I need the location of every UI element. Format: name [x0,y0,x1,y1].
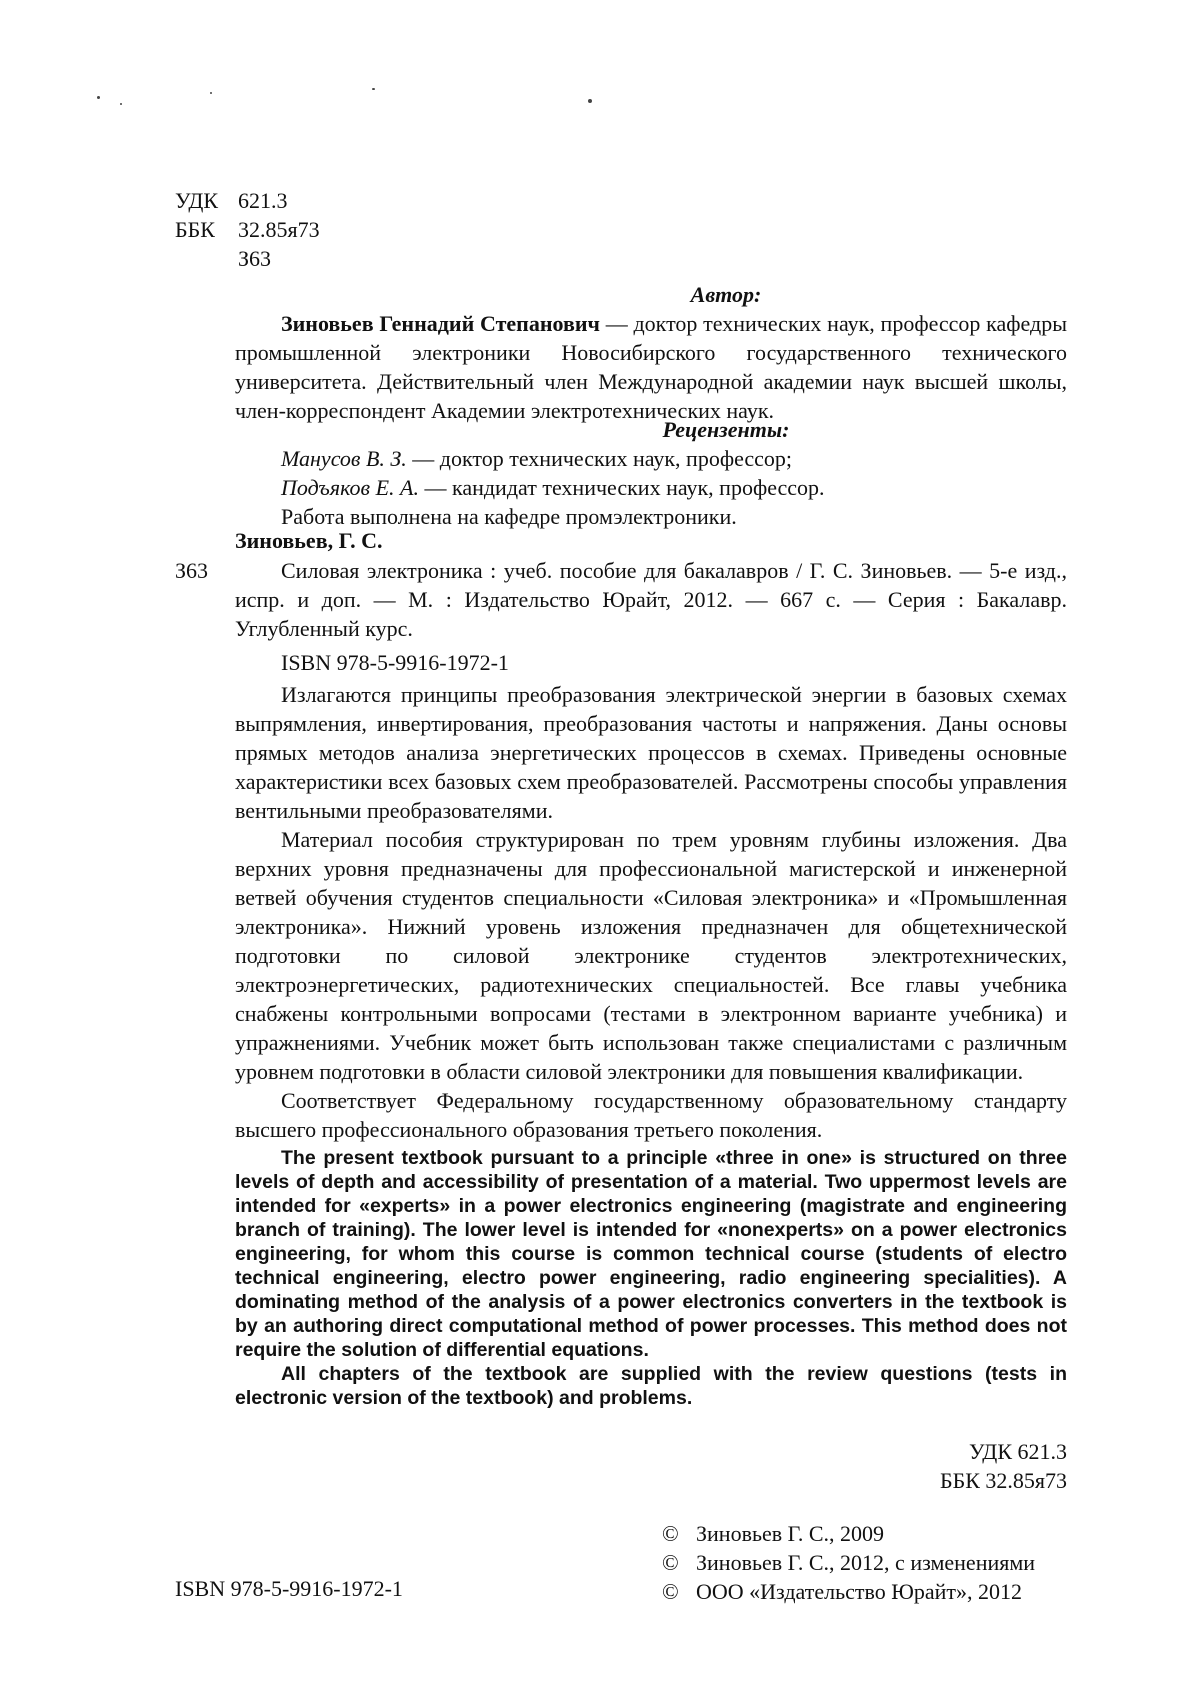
annotation-ru-paragraph: Излагаются принципы преобразования электрической энергии в базовых схемах выпрямления, инвертирования, преобразования частоты и напряжения. Даны основы прямых методов анализа энергетических процессов в схемах. Приведены основные характеристики всех базовых схем преобразователей. Рассмотрены способы управления вентильными преобразователями. [235,682,1067,823]
bibliographic-author: Зиновьев, Г. С. [235,528,383,553]
author-paragraph [235,309,1067,425]
copyright-text: Зиновьев Г. С., 2012, с изменениями [696,1550,1036,1575]
reviewer-desc: — доктор технических наук, профессор; [406,446,793,471]
annotation-ru-paragraph: Материал пособия структурирован по трем уровням глубины изложения. Два верхних уровня предназначены для профессиональной магистерской и инженерной ветвей обучения студентов специальности «Силовая электроника» и «Промышленная электроника». Нижний уровень изложения предназначен для общетехнической подготовки по силовой электронике студентов электротехнических, электроэнергетических, радиотехнических специальностей. Все главы учебника снабжены контрольными вопросами (тестами в электронном варианте учебника) и упражнениями. Учебник может быть использован также специалистами с различным уровнем подготовки в области силовой электроники для повышения квалификации. [235,827,1067,1084]
udk-value: 621.3 [238,188,288,213]
copyright-text: ООО «Издательство Юрайт», 2012 [696,1579,1023,1604]
author-bio: — доктор технических наук, профессор кафедры промышленной электроники Новосибирского государственного технического университета. Действительный член Международной академии наук высшей школы, член-корреспондент Академии электротехнических наук. [235,311,1067,423]
reviewers-list [281,444,1071,531]
reviewer-item [281,444,1071,473]
bibliographic-isbn: ISBN 978-5-9916-1972-1 [281,650,509,675]
annotation-en-paragraph: All chapters of the textbook are supplied with the review questions (tests in electronic version of the textbook) and problems. [235,1363,1067,1409]
bbk-label: ББК [175,217,215,242]
scan-speck [120,103,122,105]
copyright-symbol: © [662,1579,679,1604]
footer-udk: УДК 621.3 [968,1439,1067,1464]
copyright-symbol: © [662,1521,679,1546]
copyright-text: Зиновьев Г. С., 2009 [696,1521,885,1546]
annotation-en-paragraph: The present textbook pursuant to a principle «three in one» is structured on three levels of depth and accessibility of presentation of a material. Two uppermost levels are intended for «experts» in a power electronics engineering (magistrate and engineering branch of training). The lower level is intended for «nonexperts» on a power electronics engineering, for whom this course is common technical course (students of electro technical engineering, electro power engineering, radio engineering specialities). A dominating method of the analysis of a power electronics converters in the textbook is by an authoring direct computational method of power processes. This method does not require the solution of differential equations. [235,1147,1067,1361]
reviewer-name: Манусов В. З. [281,446,407,471]
scan-speck [588,99,592,103]
annotation-ru [235,680,1067,1144]
reviewers-heading: Рецензенты: [662,417,790,442]
author-heading: Автор: [690,282,762,307]
scan-speck [210,92,212,94]
reviewer-name: Подъяков Е. А. [281,475,419,500]
footer-isbn: ISBN 978-5-9916-1972-1 [175,1576,403,1601]
reviewer-desc: — кандидат технических наук, профессор. [418,475,825,500]
copyright-line [662,1577,1082,1606]
annotation-ru-paragraph: Соответствует Федеральному государственному образовательному стандарту высшего профессионального образования третьего поколения. [235,1088,1067,1142]
copyright-line [662,1548,1082,1577]
bibliographic-mark: З63 [175,558,209,583]
copyright-line [662,1519,1082,1548]
author-section [235,280,1067,425]
copyright-symbol: © [662,1550,679,1575]
footer-bbk: ББК 32.85я73 [939,1468,1067,1493]
author-full-name: Зиновьев Геннадий Степанович [281,311,600,336]
udk-row [175,186,320,215]
footer-classification [900,1437,1067,1495]
scan-speck [97,96,100,99]
work-note: Работа выполнена на кафедре промэлектроники. [281,504,737,529]
copyright-block [662,1519,1082,1606]
author-mark: З63 [238,246,272,271]
bibliographic-entry [235,556,1067,643]
bibliographic-description: Силовая электроника : учеб. пособие для бакалавров / Г. С. Зиновьев. — 5-е изд., испр. и доп. — М. : Издательство Юрайт, 2012. — 667 с. — Серия : Бакалавр. Углубленный курс. [235,558,1067,641]
reviewers-heading-wrap [235,415,1067,444]
reviewer-item [281,473,1071,502]
bbk-row [175,215,320,244]
scan-speck [372,88,375,90]
classification-block [175,186,320,273]
udk-label: УДК [175,188,219,213]
bbk-value: 32.85я73 [238,217,320,242]
annotation-en [235,1146,1067,1410]
